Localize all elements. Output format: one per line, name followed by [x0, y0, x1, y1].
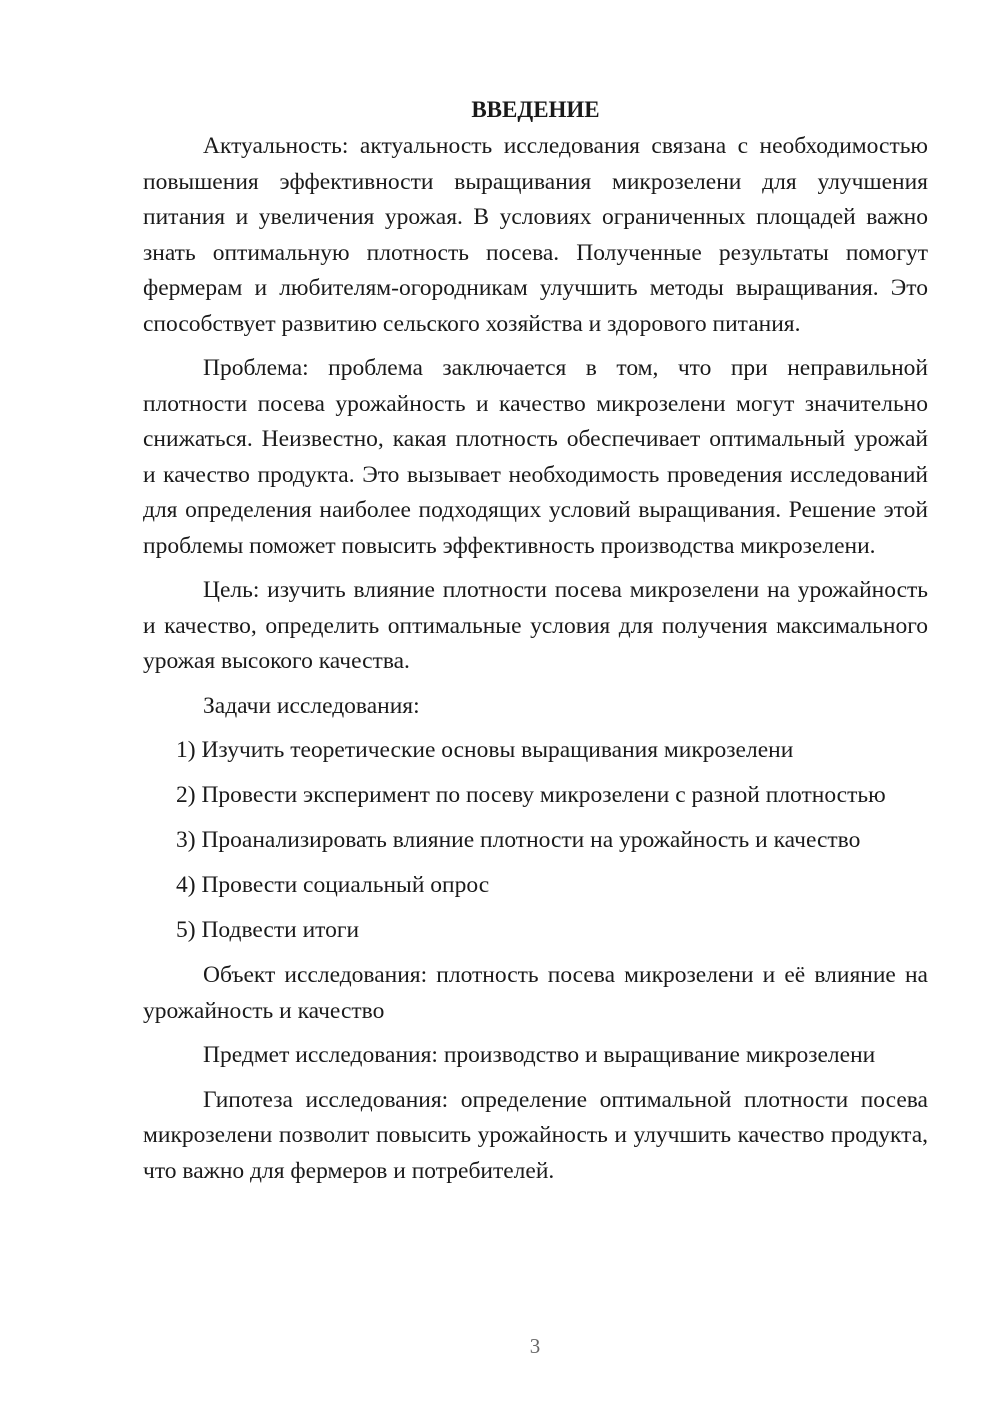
tasks-heading: Задачи исследования:: [203, 692, 420, 719]
goal-paragraph: Цель: изучить влияние плотности посева микрозелени на урожайность и качество, определить оптимальные условия для получения максимального урожая высокого качества.: [143, 577, 928, 674]
page-title: ВВЕДЕНИЕ: [471, 97, 600, 122]
tasks-list: [143, 733, 928, 949]
problem-paragraph: Проблема: проблема заключается в том, что при неправильной плотности посева урожайность и качество микрозелени могут значительно снижаться. Неизвестно, какая плотность обеспечивает оптимальный урожай и качество продукта. Это вызывает необходимость проведения исследований для определения наиболее подходящих условий выращивания. Решение этой проблемы поможет повысить эффективность производства микрозелени.: [143, 355, 928, 559]
task-item: 1) Изучить теоретические основы выращивания микрозелени: [176, 737, 794, 763]
hypothesis-paragraph: Гипотеза исследования: определение оптимальной плотности посева микрозелени позволит повысить урожайность и улучшить качество продукта, что важно для фермеров и потребителей.: [143, 1086, 928, 1184]
task-item: 2) Провести эксперимент по посеву микрозелени с разной плотностью: [176, 782, 886, 808]
task-item: 5) Подвести итоги: [176, 917, 360, 943]
subject-paragraph: Предмет исследования: производство и выращивание микрозелени: [203, 1042, 876, 1068]
task-item: 4) Провести социальный опрос: [176, 872, 490, 898]
page-number: 3: [529, 1334, 541, 1358]
object-paragraph: Объект исследования: плотность посева микрозелени и её влияние на урожайность и качество: [143, 962, 928, 1024]
relevance-paragraph: Актуальность: актуальность исследования связана с необходимостью повышения эффективности выращивания микрозелени для улучшения питания и увеличения урожая. В условиях ограниченных площадей важно знать оптимальную плотность посева. Полученные результаты помогут фермерам и любителям-огородникам улучшить методы выращивания. Это способствует развитию сельского хозяйства и здорового питания.: [143, 133, 928, 337]
document-page: [143, 92, 928, 1198]
task-item: 3) Проанализировать влияние плотности на урожайность и качество: [176, 827, 861, 853]
